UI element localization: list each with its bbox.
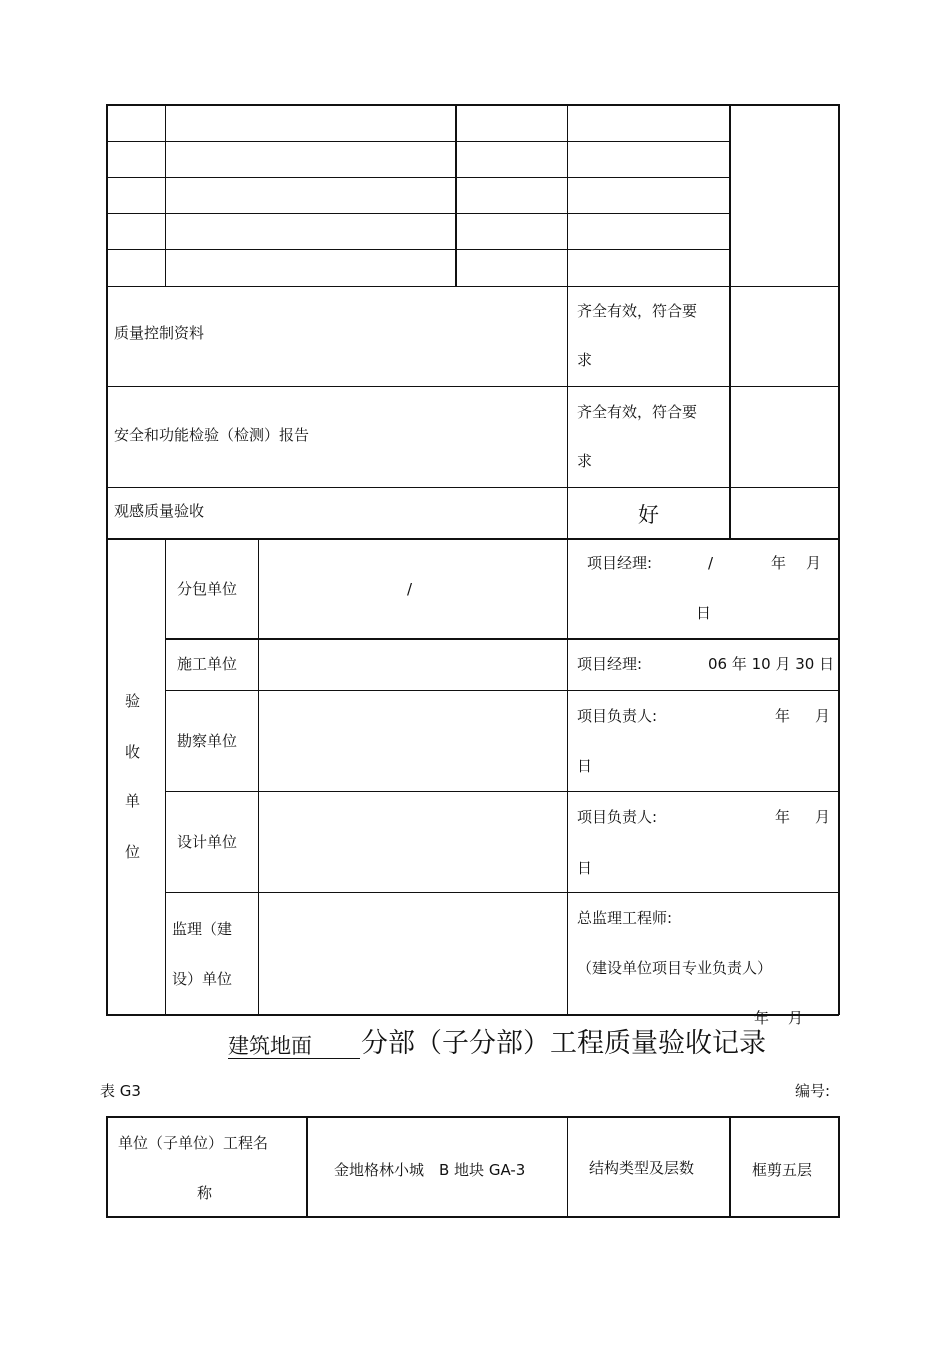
table-number: 表 G3	[100, 1082, 141, 1100]
design-year: 年	[775, 808, 791, 826]
appearance-result: 好	[638, 503, 659, 527]
subcontract-sign-label: 项目经理:	[587, 554, 653, 572]
construction-date: 06 年 10 月 30 日	[708, 655, 835, 673]
row-line	[106, 213, 729, 214]
acceptance-group-char: 收	[125, 743, 141, 761]
col-line	[455, 104, 457, 286]
construction-sign-label: 项目经理:	[577, 655, 643, 673]
row-line	[165, 638, 839, 640]
row-line	[165, 791, 839, 792]
col-line	[567, 538, 568, 1015]
col-line	[306, 1116, 308, 1218]
col-line	[165, 104, 166, 286]
supervision-sign-note: （建设单位项目专业负责人）	[577, 959, 773, 977]
structure-value: 框剪五层	[752, 1161, 813, 1179]
survey-year: 年	[775, 707, 791, 725]
design-day: 日	[577, 859, 593, 877]
supervision-sign-label: 总监理工程师:	[577, 909, 673, 927]
supervision-label: 监理（建	[172, 920, 233, 938]
table-border-left	[106, 1116, 108, 1218]
row-line	[106, 487, 839, 488]
design-sign-label: 项目负责人:	[577, 808, 658, 826]
appearance-label: 观感质量验收	[114, 502, 205, 520]
row-line	[106, 141, 729, 142]
row-line	[165, 892, 839, 893]
acceptance-group-char: 单	[125, 792, 141, 810]
subcontract-label: 分包单位	[177, 580, 238, 598]
row-line	[106, 386, 839, 387]
subcontract-value: /	[407, 580, 413, 598]
table-border-right	[838, 1116, 840, 1218]
col-line	[567, 104, 568, 539]
structure-label: 结构类型及层数	[589, 1159, 695, 1177]
col-line	[729, 1116, 731, 1218]
quality-docs-label: 质量控制资料	[114, 324, 205, 342]
table-border-left	[106, 104, 108, 1015]
row-line	[165, 690, 839, 691]
construction-label: 施工单位	[177, 655, 238, 673]
subcontract-month: 月	[806, 554, 822, 572]
table-border-right	[838, 104, 840, 1015]
supervision-label-cont: 设）单位	[172, 970, 233, 988]
page-title: 分部（子分部）工程质量验收记录	[361, 1028, 766, 1059]
title-prefix: 建筑地面	[228, 1034, 312, 1058]
survey-sign-label: 项目负责人:	[577, 707, 658, 725]
survey-month: 月	[815, 707, 831, 725]
unit-name-value: 金地格林小城 B 地块 GA-3	[334, 1161, 526, 1179]
quality-docs-result-cont: 求	[577, 351, 593, 369]
col-line	[567, 1116, 568, 1218]
design-month: 月	[815, 808, 831, 826]
subcontract-sign-value: /	[708, 554, 714, 572]
design-label: 设计单位	[177, 833, 238, 851]
subcontract-day: 日	[696, 604, 712, 622]
row-line	[106, 177, 729, 178]
supervision-year: 年	[754, 1009, 770, 1027]
unit-name-label: 单位（子单位）工程名	[118, 1134, 269, 1152]
quality-docs-result: 齐全有效，符合要	[577, 302, 698, 320]
safety-report-result: 齐全有效，符合要	[577, 403, 698, 421]
unit-name-label-cont: 称	[197, 1184, 213, 1202]
table-border-bottom	[106, 1014, 839, 1016]
survey-day: 日	[577, 757, 593, 775]
title-underline	[228, 1058, 360, 1059]
row-line	[106, 249, 729, 250]
record-number-label: 编号:	[795, 1082, 831, 1100]
row-line	[106, 538, 839, 540]
survey-label: 勘察单位	[177, 732, 238, 750]
subcontract-year: 年	[771, 554, 787, 572]
col-line	[258, 538, 259, 1015]
row-line	[106, 286, 839, 287]
safety-report-label: 安全和功能检验（检测）报告	[114, 426, 310, 444]
acceptance-group-char: 位	[125, 843, 141, 861]
safety-report-result-cont: 求	[577, 452, 593, 470]
col-line	[729, 104, 731, 539]
col-line	[165, 538, 166, 1015]
acceptance-group-char: 验	[125, 692, 141, 710]
supervision-month: 月	[788, 1009, 804, 1027]
